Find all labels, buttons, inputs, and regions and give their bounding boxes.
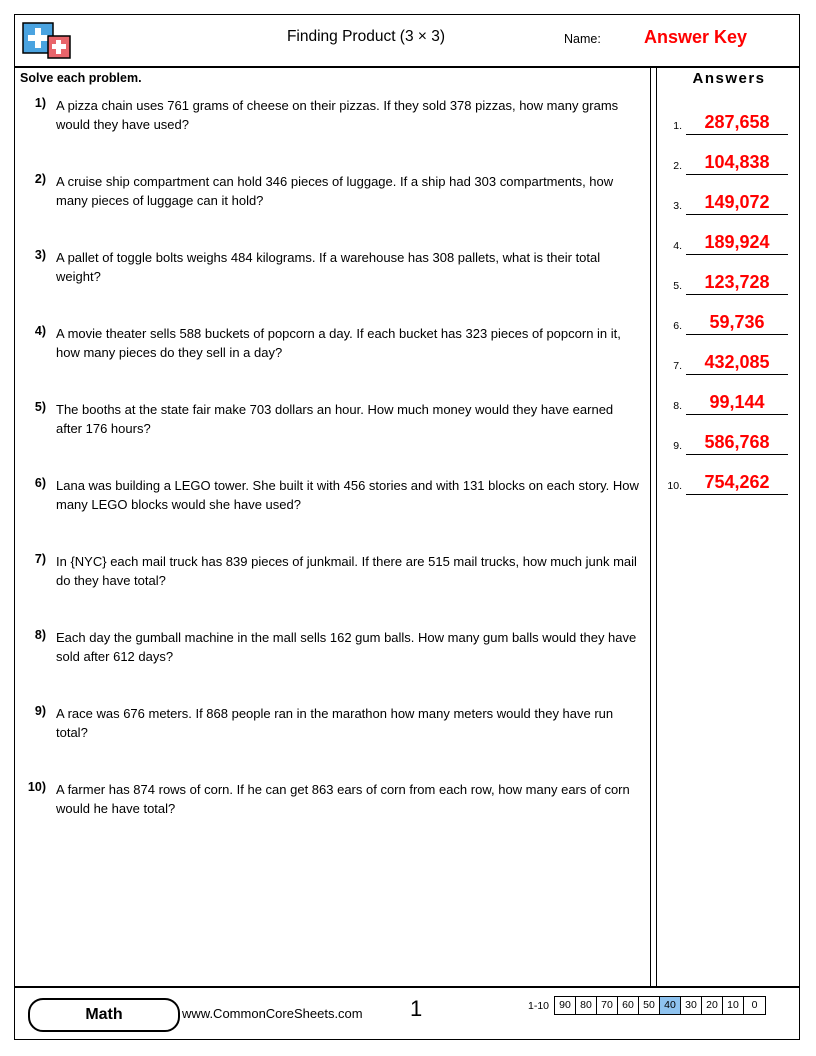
problem-text: Lana was building a LEGO tower. She built it with 456 stories and with 131 blocks on each story. How many LEGO blocks would she have used?: [56, 478, 639, 512]
scale-cell: 70: [597, 997, 618, 1014]
header-divider: [15, 66, 799, 68]
answer-value: 189,924: [686, 232, 788, 255]
instructions-text: Solve each problem.: [20, 71, 142, 85]
answer-value: 59,736: [686, 312, 788, 335]
scale-cell: 10: [723, 997, 744, 1014]
problem-number: 9): [34, 704, 46, 718]
problem-number: 8): [34, 628, 46, 642]
problem-number: 7): [34, 552, 46, 566]
subject-badge: Math: [28, 998, 180, 1032]
problem-number: 4): [34, 324, 46, 338]
answer-index: 8.: [673, 400, 682, 412]
answer-row: [660, 379, 798, 419]
problem-number: 1): [34, 96, 46, 110]
problem-text: A pizza chain uses 761 grams of cheese on their pizzas. If they sold 378 pizzas, how many grams would they have used?: [56, 98, 619, 132]
problem-item: [20, 96, 642, 172]
scale-cells: [554, 996, 766, 1015]
answer-value: 149,072: [686, 192, 788, 215]
answer-value: 586,768: [686, 432, 788, 455]
page-title: Finding Product (3 × 3): [286, 28, 446, 45]
answer-row: [660, 139, 798, 179]
scale-range-label: 1-10: [528, 999, 550, 1012]
math-plus-logo-icon: [22, 22, 78, 62]
problem-number: 10): [27, 780, 46, 794]
answer-index: 10.: [667, 480, 682, 492]
problem-item: [20, 248, 642, 324]
scale-cell: 50: [639, 997, 660, 1014]
column-divider-left: [650, 66, 651, 986]
scale-cell: 20: [702, 997, 723, 1014]
problem-item: [20, 704, 642, 780]
answer-index: 9.: [673, 440, 682, 452]
answer-value: 123,728: [686, 272, 788, 295]
answer-value: 99,144: [686, 392, 788, 415]
problem-text: In {NYC} each mail truck has 839 pieces of junkmail. If there are 515 mail trucks, how much junk mail do they have total?: [56, 554, 637, 588]
problem-text: A cruise ship compartment can hold 346 pieces of luggage. If a ship had 303 compartments, how many pieces of luggage can it hold?: [56, 174, 614, 208]
problem-text: A farmer has 874 rows of corn. If he can get 863 ears of corn from each row, how many ears of corn would he have total?: [56, 782, 630, 816]
worksheet-header: [16, 16, 798, 64]
answer-row: [660, 179, 798, 219]
problem-item: [20, 476, 642, 552]
problem-number: 2): [34, 172, 46, 186]
problem-number: 6): [34, 476, 46, 490]
page-number: 1: [410, 996, 423, 1021]
site-url: www.CommonCoreSheets.com: [182, 1006, 363, 1021]
scale-cell: 30: [681, 997, 702, 1014]
answer-key-badge: Answer Key: [644, 27, 748, 47]
scale-cell: 90: [555, 997, 576, 1014]
problem-number: 3): [34, 248, 46, 262]
problem-item: [20, 400, 642, 476]
answer-value: 287,658: [686, 112, 788, 135]
answer-row: [660, 459, 798, 499]
answer-row: [660, 99, 798, 139]
footer-divider: [15, 986, 799, 988]
answer-row: [660, 259, 798, 299]
answer-index: 7.: [673, 360, 682, 372]
problem-text: A movie theater sells 588 buckets of popcorn a day. If each bucket has 323 pieces of popcorn in it, how many pieces do they sell in a day?: [56, 326, 621, 360]
problem-text: The booths at the state fair make 703 dollars an hour. How much money would they have earned after 176 hours?: [56, 402, 614, 436]
problem-item: [20, 324, 642, 400]
name-label: Name:: [564, 32, 601, 46]
answer-row: [660, 339, 798, 379]
score-scale: [528, 996, 766, 1015]
problem-number: 5): [34, 400, 46, 414]
answer-index: 1.: [673, 120, 682, 132]
problem-item: [20, 780, 642, 856]
answer-value: 754,262: [686, 472, 788, 495]
problem-item: [20, 628, 642, 704]
answer-index: 3.: [673, 200, 682, 212]
answer-index: 4.: [673, 240, 682, 252]
answer-row: [660, 299, 798, 339]
answers-title: Answers: [692, 70, 766, 87]
answer-value: 432,085: [686, 352, 788, 375]
problem-item: [20, 552, 642, 628]
answer-index: 2.: [673, 160, 682, 172]
problem-text: A race was 676 meters. If 868 people ran in the marathon how many meters would they have run total?: [56, 706, 614, 740]
problem-item: [20, 172, 642, 248]
problem-list: [20, 96, 642, 856]
scale-cell: 60: [618, 997, 639, 1014]
answer-index: 5.: [673, 280, 682, 292]
answer-row: [660, 219, 798, 259]
answer-row: [660, 419, 798, 459]
problem-text: Each day the gumball machine in the mall sells 162 gum balls. How many gum balls would they have sold after 612 days?: [56, 630, 637, 664]
scale-cell: 0: [744, 997, 765, 1014]
scale-cell-highlighted: 40: [660, 997, 681, 1014]
answers-panel: [660, 70, 798, 499]
problem-text: A pallet of toggle bolts weighs 484 kilograms. If a warehouse has 308 pallets, what is their total weight?: [56, 250, 601, 284]
answer-index: 6.: [673, 320, 682, 332]
column-divider-right: [656, 66, 657, 986]
scale-cell: 80: [576, 997, 597, 1014]
answer-value: 104,838: [686, 152, 788, 175]
